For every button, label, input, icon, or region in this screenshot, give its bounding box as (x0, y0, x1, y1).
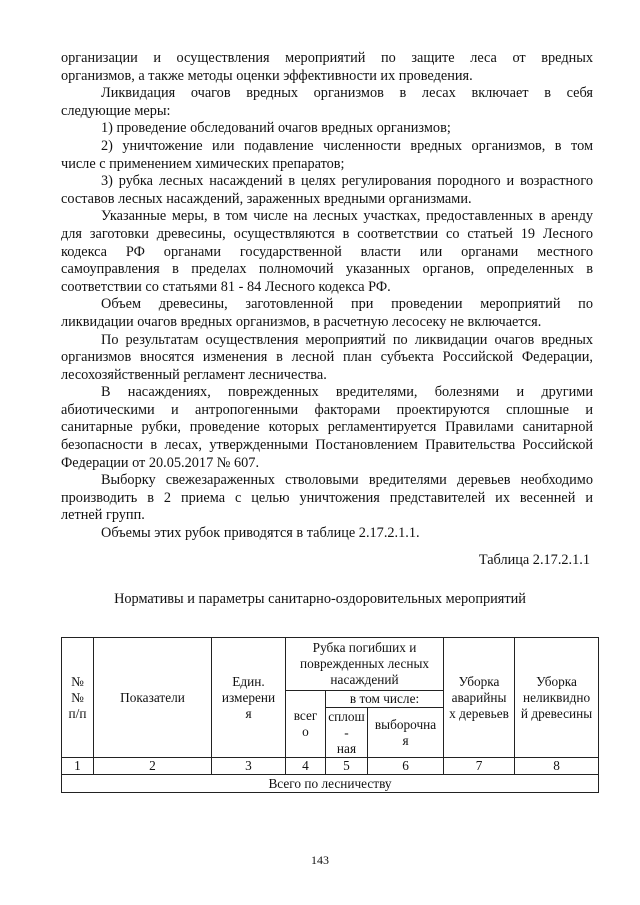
text-line: для заготовки древесины, осуществляются в соответствии со статьей 19 Лесного (61, 225, 593, 242)
text-line: 2) уничтожение или подавление численности вредных организмов, в том (101, 137, 593, 154)
text-line: составов лесных насаждений, зараженных вредными организмами. (61, 190, 472, 207)
text-line: организации и осуществления мероприятий по защите леса от вредных (61, 50, 593, 66)
text-line: Объем древесины, заготовленной при проведении мероприятий по (101, 296, 593, 313)
text-line: 1) проведение обследований очагов вредных организмов; (101, 120, 451, 137)
column-number: 8 (515, 758, 599, 775)
header-clear-cut: сплош - ная (326, 708, 368, 758)
text-line: Ликвидация очагов вредных организмов в лесах включает в себя (101, 85, 593, 102)
text-line: организмов, а также методы оценки эффективности их проведения. (61, 67, 473, 84)
header-illiquid-wood: Уборка неликвидно й древесины (515, 638, 599, 758)
column-number: 1 (62, 758, 94, 775)
text-line: По результатам осуществления мероприятий по ликвидации очагов вредных (101, 331, 593, 348)
norms-table (61, 637, 599, 793)
header-total: всег о (286, 691, 326, 758)
header-unit: Един. измерени я (212, 638, 286, 758)
body-text (61, 50, 593, 543)
text-line: Выборку свежезараженных стволовыми вредителями деревьев необходимо (101, 472, 593, 489)
header-including: в том числе: (326, 691, 444, 708)
header-selective-cut: выборочна я (368, 708, 444, 758)
text-line: 3) рубка лесных насаждений в целях регулирования породного и возрастного (101, 173, 593, 190)
column-number: 5 (326, 758, 368, 775)
text-line: абиотическими и антропогенными факторами проектируются сплошные и (61, 401, 593, 418)
header-num: № № п/п (62, 638, 94, 758)
column-number: 2 (94, 758, 212, 775)
text-line: самоуправления в пределах полномочий указанных органов, определенных в (61, 261, 593, 278)
text-line: производить в 2 приема с целью уничтожения представителей их весенней и (61, 489, 593, 506)
text-line: В насаждениях, поврежденных вредителями, болезнями и другими (101, 384, 593, 401)
header-indicators: Показатели (94, 638, 212, 758)
text-line: следующие меры: (61, 102, 171, 119)
column-number: 7 (444, 758, 515, 775)
text-line: Объемы этих рубок приводятся в таблице 2.17.2.1.1. (101, 525, 420, 542)
column-number: 6 (368, 758, 444, 775)
total-row: Всего по лесничеству (62, 775, 599, 793)
text-line: соответствии со статьями 81 - 84 Лесного кодекса РФ. (61, 278, 391, 295)
text-line: летней групп. (61, 507, 145, 524)
text-line: числе с применением химических препаратов; (61, 155, 345, 172)
text-line: лесохозяйственный регламент лесничества. (61, 366, 327, 383)
table-caption: Таблица 2.17.2.1.1 (478, 552, 590, 568)
header-emergency-trees: Уборка аварийны х деревьев (444, 638, 515, 758)
text-line: безопасности в лесах, утвержденными Постановлением Правительства Российской (61, 437, 593, 454)
text-line: Указанные меры, в том числе на лесных участках, предоставленных в аренду (101, 208, 593, 225)
text-line: санитарные рубки, проведение которых регламентируется Правилами санитарной (61, 419, 593, 436)
column-number: 4 (286, 758, 326, 775)
column-number: 3 (212, 758, 286, 775)
text-line: организмов вносятся изменения в лесной план субъекта Российской Федерации, (61, 349, 593, 366)
header-felling: Рубка погибших и поврежденных лесных насаждений (286, 638, 444, 691)
text-line: кодекса РФ органами государственной власти или органами местного (61, 243, 593, 260)
page-number: 143 (311, 853, 329, 867)
text-line: ликвидации очагов вредных организмов, в расчетную лесосеку не включается. (61, 313, 542, 330)
table-title: Нормативы и параметры санитарно-оздоровительных мероприятий (114, 591, 526, 607)
text-line: Федерации от 20.05.2017 № 607. (61, 454, 260, 471)
